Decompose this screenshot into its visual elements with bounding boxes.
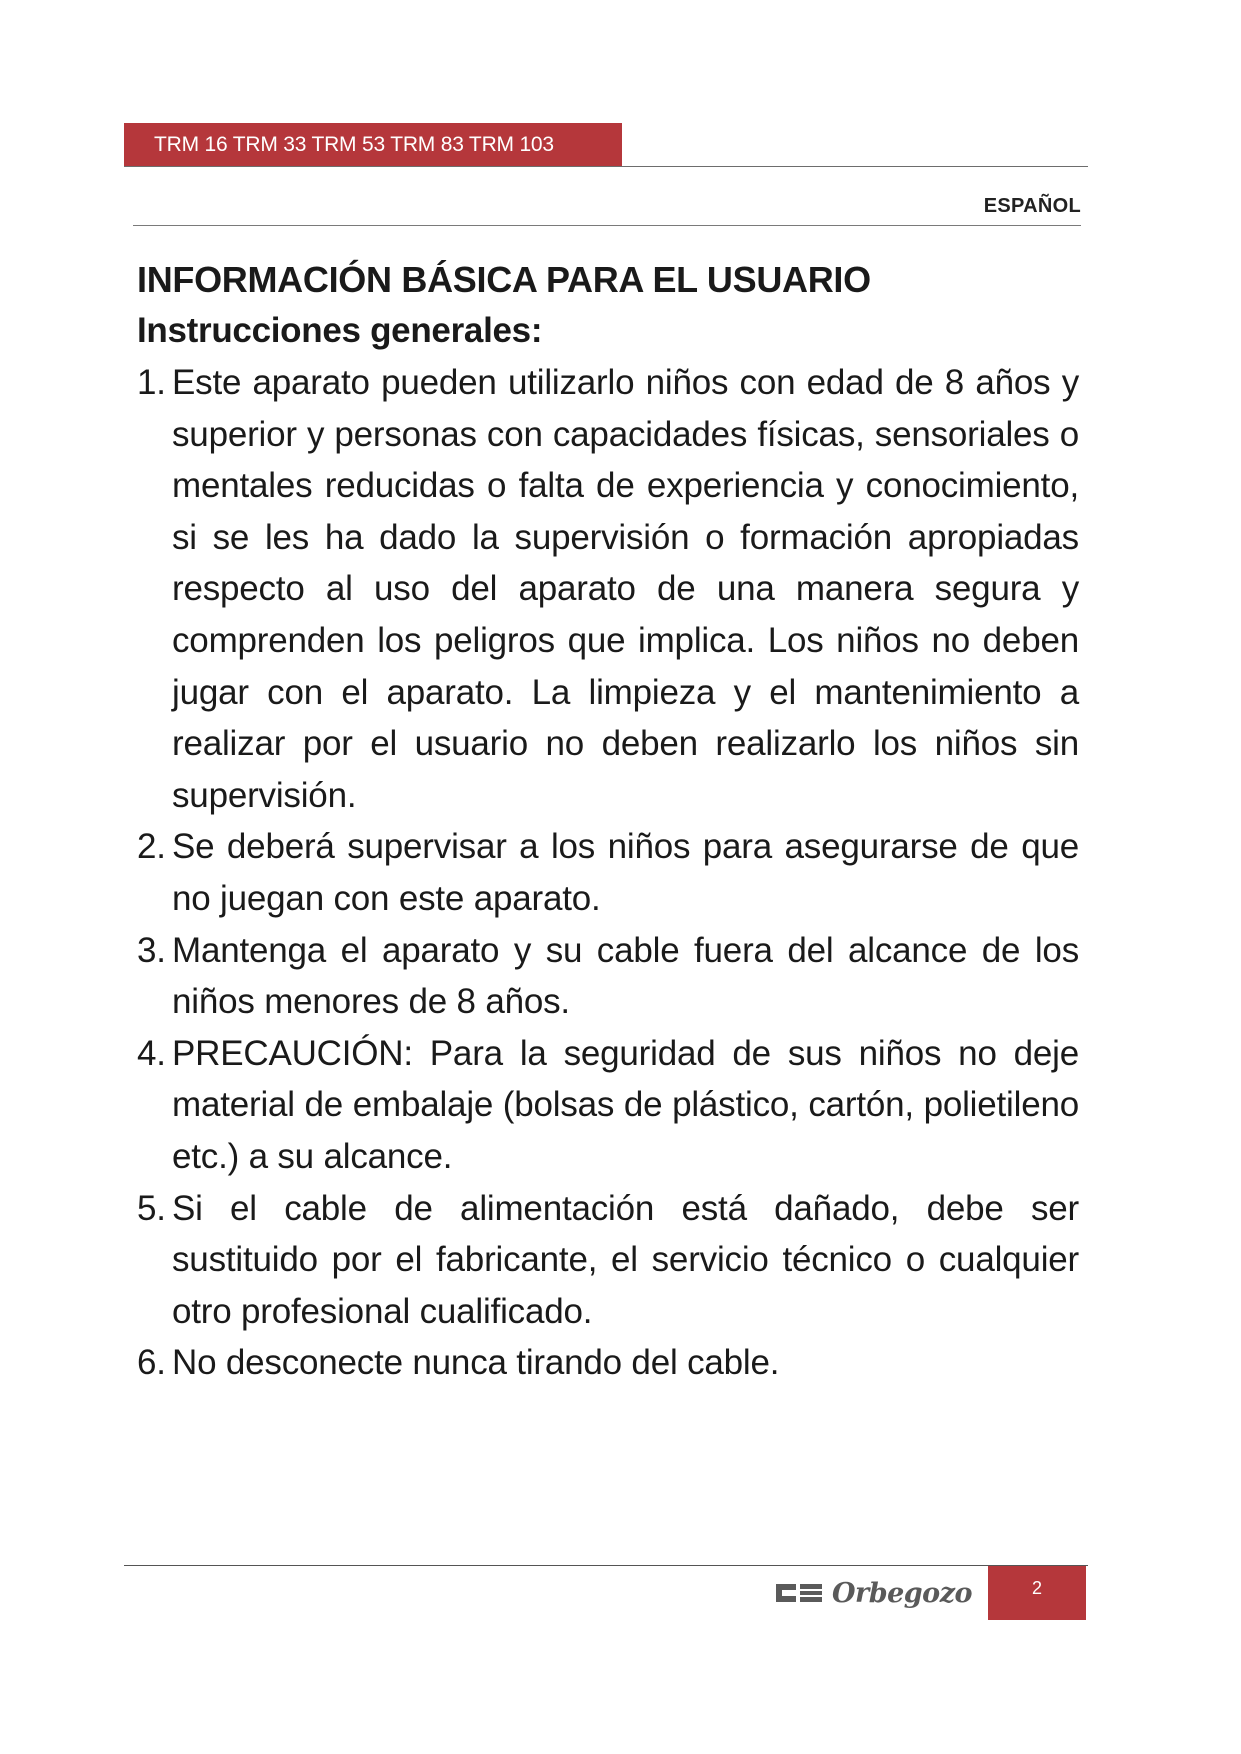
instruction-list (137, 357, 1079, 1389)
model-list-banner (124, 123, 622, 167)
language-divider (133, 225, 1081, 226)
item-number: 6. (137, 1343, 166, 1383)
list-item (137, 357, 1079, 821)
item-number: 4. (137, 1033, 166, 1073)
list-item (137, 1183, 1079, 1338)
item-text: No desconecte nunca tirando del cable. (172, 1343, 780, 1383)
page-number: 2 (1031, 1578, 1042, 1598)
list-item (137, 1028, 1079, 1183)
item-text: Se deberá supervisar a los niños para asegurarse de que no juegan con este aparato. (172, 827, 1079, 918)
model-list: TRM 16 TRM 33 TRM 53 TRM 83 TRM 103 (154, 133, 554, 156)
list-item (137, 925, 1079, 1028)
header-divider (124, 166, 1088, 167)
list-item (137, 1337, 1079, 1389)
item-number: 2. (137, 827, 166, 867)
item-number: 3. (137, 930, 166, 970)
language-label: ESPAÑOL (983, 195, 1081, 217)
item-number: 1. (137, 363, 166, 402)
page-number-box (988, 1566, 1086, 1620)
item-number: 5. (137, 1188, 166, 1228)
brand-mark-icon (776, 1581, 822, 1605)
section-subtitle: Instrucciones generales: (137, 311, 543, 350)
item-text: Si el cable de alimentación está dañado, debe ser sustituido por el fabricante, el servicio técnico o cualquier otro profesional cualificado. (172, 1188, 1079, 1331)
item-text: Mantenga el aparato y su cable fuera del alcance de los niños menores de 8 años. (172, 930, 1079, 1022)
item-text: PRECAUCIÓN: Para la seguridad de sus niños no deje material de embalaje (bolsas de plástico, cartón, polietileno etc.) a su alcance. (172, 1033, 1079, 1176)
footer-divider (124, 1565, 1088, 1566)
main-content (137, 255, 1079, 1389)
page-title: INFORMACIÓN BÁSICA PARA EL USUARIO (137, 259, 871, 300)
brand-logo (776, 1567, 986, 1619)
brand-name: Orbegozo (832, 1577, 973, 1609)
list-item (137, 821, 1079, 924)
item-text: Este aparato pueden utilizarlo niños con edad de 8 años y superior y personas con capacidades físicas, sensoriales o mentales reducidas o falta de experiencia y conocimiento, si se les ha dado la supervisión o formación apropiadas respecto al uso del aparato de una manera segura y comprenden los peligros que implica. Los niños no deben jugar con el aparato. La limpieza y el mantenimiento a realizar por el usuario no deben realizarlo los niños sin supervisión. (172, 363, 1079, 815)
